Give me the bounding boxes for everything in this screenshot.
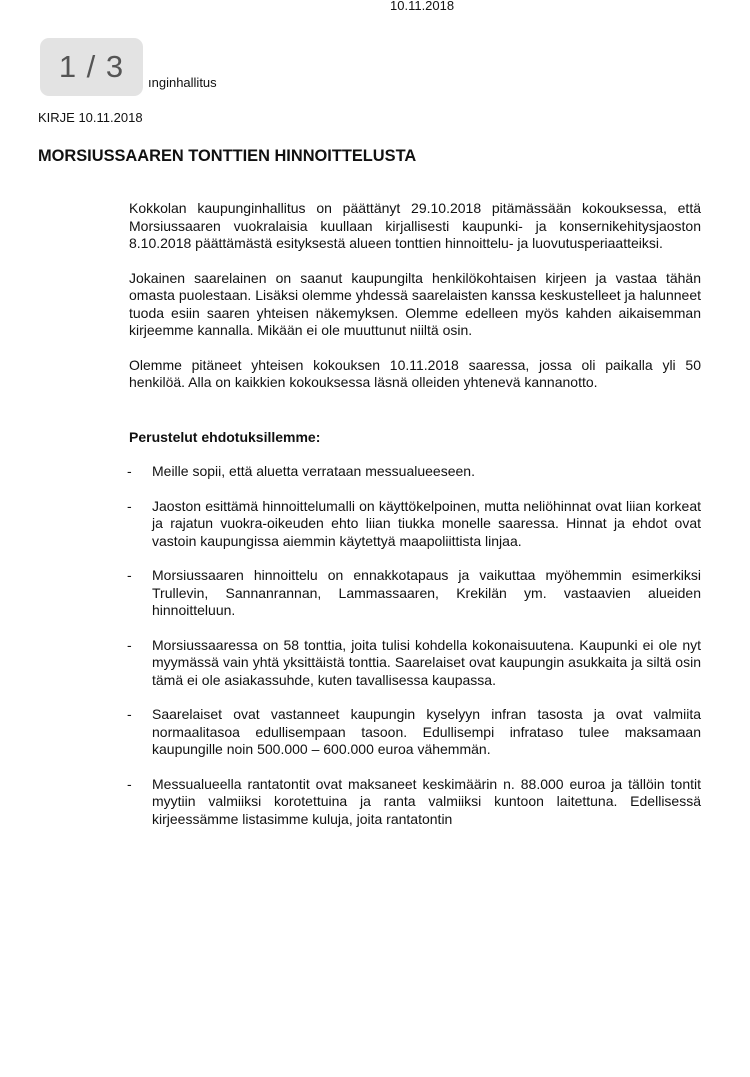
list-item-text: Meille sopii, että aluetta verrataan messualueeseen. <box>152 463 475 479</box>
letter-body <box>129 200 701 845</box>
list-item-text: Morsiussaaressa on 58 tonttia, joita tulisi kohdella kokonaisuutena. Kaupunki ei ole nyt myymässä vain yhtä yksittäistä tonttia. Saarelaiset ovat kaupungin asukkaita ja siltä osin tämä ei ole asiakassuhde, kuten tavallisessa kaupassa. <box>152 636 701 688</box>
page-counter-badge: 1 / 3 <box>40 38 143 96</box>
argument-list <box>129 463 701 828</box>
document-title: MORSIUSSAAREN TONTTIEN HINNOITTELUSTA <box>38 147 417 165</box>
sender-text: ınginhallitus <box>148 75 217 90</box>
list-item-text: Jaoston esittämä hinnoittelumalli on käyttökelpoinen, mutta neliöhinnat ovat liian korkeat ja rajatun vuokra-oikeuden ehto liian tiukka monelle saaressa. Hinnat ja ehdot ovat vastoin kaupungissa aiemmin käytettyä maapoliittista linjaa. <box>152 497 701 549</box>
list-item <box>129 463 701 481</box>
list-item <box>129 498 701 551</box>
dash-bullet-marker: - <box>127 636 132 653</box>
dash-bullet-marker: - <box>127 567 132 583</box>
list-item-text: Messualueella rantatontit ovat maksaneet keskimäärin n. 88.000 euroa ja tällöin tontit myytiin valmiiksi korotettuina ja ranta valmiiksi kuntoon laitettuna. Edellisessä kirjeessämme listasimme kuluja, joita rantatontin <box>152 775 701 827</box>
dash-bullet-marker: - <box>127 463 132 479</box>
page-header-date: 10.11.2018 <box>390 0 455 13</box>
dash-bullet-marker: - <box>127 497 132 514</box>
list-item-text: Morsiussaaren hinnoittelu on ennakkotapaus ja vaikuttaa myöhemmin esimerkiksi Trullevin, Sannanrannan, Lammassaaren, Krekilän ym. vastaavien alueiden hinnoitteluun. <box>152 567 701 618</box>
section-subheading: Perustelut ehdotuksillemme: <box>129 428 321 445</box>
list-item <box>129 706 701 759</box>
list-item-text: Saarelaiset ovat vastanneet kaupungin kyselyyn infran tasosta ja ovat valmiita normaalitasoa edullisempaan tasoon. Edullisempi infrataso tulee maksamaan kaupungille noin 500.000 – 600.000 euroa vähemmän. <box>152 706 701 757</box>
letter-label: KIRJE 10.11.2018 <box>38 110 143 125</box>
list-item <box>129 637 701 690</box>
dash-bullet-marker: - <box>127 706 132 722</box>
body-paragraph: Kokkolan kaupunginhallitus on päättänyt 29.10.2018 pitämässään kokouksessa, että Morsiussaaren vuokralaisia kuullaan kirjallisesti kaupunki- ja konsernikehitysjaoston 8.10.2018 päättämästä esityksestä alueen tonttien hinnoittelu- ja luovutusperiaatteiksi. <box>129 200 701 251</box>
body-paragraph: Jokainen saarelainen on saanut kaupungilta henkilökohtaisen kirjeen ja vastaa tähän omasta puolestaan. Lisäksi olemme yhdessä saarelaisten kanssa keskustelleet ja halunneet tuoda esiin saaren yhteisen näkemyksen. Olemme edelleen myös kahden aikaisemman kirjeemme kannalla. Mikään ei ole muuttunut niiltä osin. <box>129 269 701 338</box>
list-item <box>129 776 701 829</box>
body-paragraph: Olemme pitäneet yhteisen kokouksen 10.11.2018 saaressa, jossa oli paikalla yli 50 henkilöä. Alla on kaikkien kokouksessa läsnä olleiden yhtenevä kannanotto. <box>129 356 701 390</box>
list-item <box>129 567 701 620</box>
dash-bullet-marker: - <box>127 775 132 792</box>
